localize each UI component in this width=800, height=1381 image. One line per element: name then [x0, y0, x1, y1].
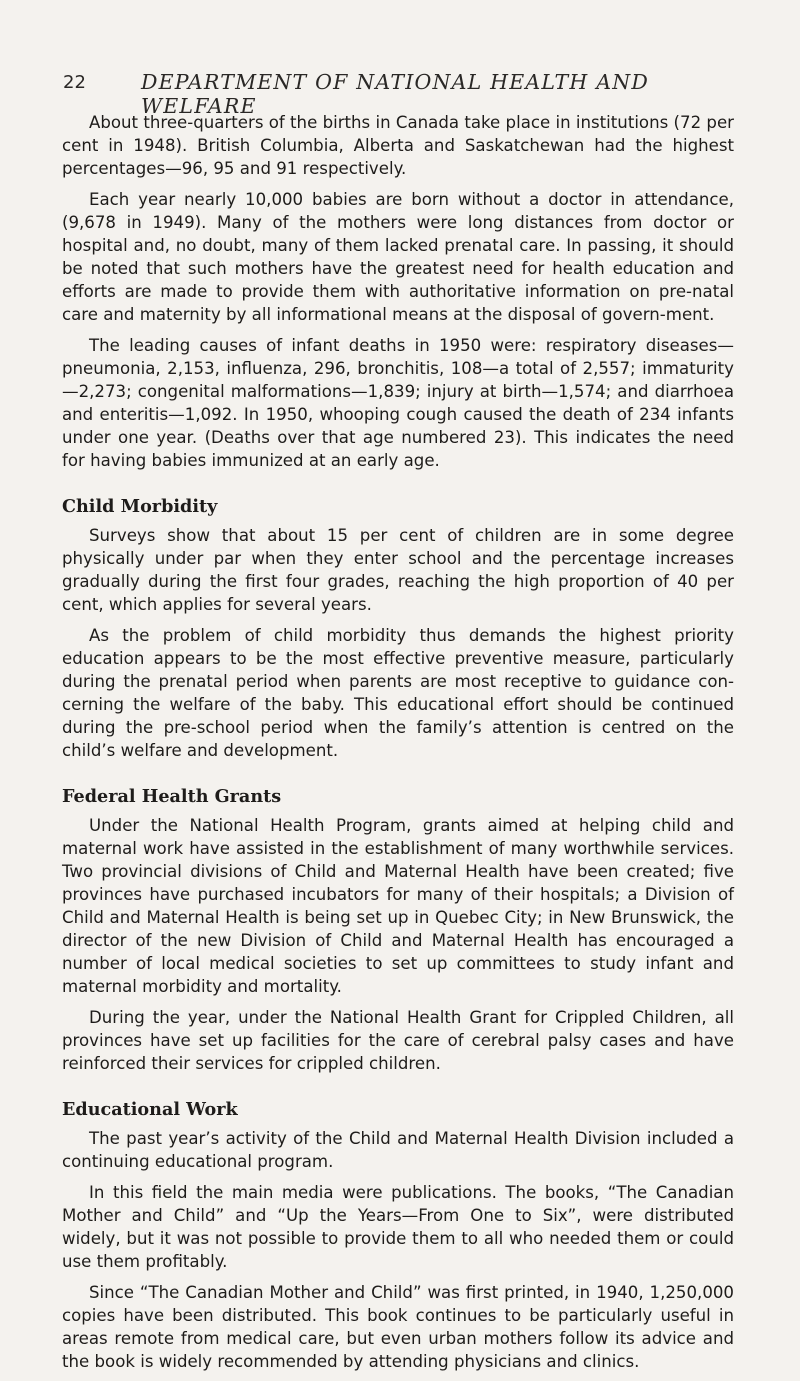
body-paragraph: Since “The Canadian Mother and Child” was first printed, in 1940, 1,250,000 copies have been distributed. This book continues to be particularly useful in areas remote from medical care, but even urban mothers follow its advice and the book is widely recommended by attending physicians and clinics.: [62, 1283, 734, 1371]
running-header: [63, 66, 740, 118]
child-morbidity-section: [62, 494, 734, 762]
federal-health-grants-section: [62, 784, 734, 1075]
body-paragraph: The leading causes of infant deaths in 1950 were: respiratory diseases—pneumonia, 2,153, influenza, 296, bronchitis, 108—a total of 2,557; immaturity—2,273; congenital malformations—1,839; injury at birth—1,574; and diarrhoea and enteritis—1,092. In 1950, whooping cough caused the death of 234 infants under one year. (Deaths over that age numbered 23). This indicates the need for having babies immunized at an early age.: [62, 336, 734, 470]
educational-work-section: [62, 1097, 734, 1373]
body-paragraph: About three-quarters of the births in Canada take place in institutions (72 per cent in 1948). British Columbia, Alberta and Saskatchewan had the highest percentages—96, 95 and 91 respectively.: [62, 113, 734, 178]
body-paragraph: As the problem of child morbidity thus demands the highest priority education appears to be the most effective preventive measure, particularly during the prenatal period when parents are most receptive to guidance con-cerning the welfare of the baby. This educational effort should be continued during the pre-school period when the family’s attention is centred on the child’s welfare and development.: [62, 626, 734, 760]
section-heading: Child Morbidity: [62, 496, 218, 517]
page-number: 22: [63, 72, 86, 93]
body-paragraph: The past year’s activity of the Child and Maternal Health Division included a continuing educational program.: [62, 1129, 734, 1171]
body-paragraph: During the year, under the National Health Grant for Crippled Children, all provinces have set up facilities for the care of cerebral palsy cases and have reinforced their services for crippled children.: [62, 1008, 734, 1073]
header-title: DEPARTMENT OF NATIONAL HEALTH AND WELFARE: [141, 70, 649, 118]
intro-section: [62, 111, 734, 472]
body-paragraph: In this field the main media were publications. The books, “The Canadian Mother and Child” and “Up the Years—From One to Six”, were distributed widely, but it was not possible to provide them to all who needed them or could use them profitably.: [62, 1183, 734, 1271]
page-body: [62, 111, 734, 1381]
body-paragraph: Each year nearly 10,000 babies are born without a doctor in attendance, (9,678 in 1949). Many of the mothers were long distances from doctor or hospital and, no doubt, many of them lacked prenatal care. In passing, it should be noted that such mothers have the greatest need for health education and efforts are made to provide them with authoritative information on pre-natal care and maternity by all informational means at the disposal of govern-ment.: [62, 190, 734, 324]
section-heading: Educational Work: [62, 1099, 238, 1120]
body-paragraph: Under the National Health Program, grants aimed at helping child and maternal work have assisted in the establishment of many worthwhile services. Two provincial divisions of Child and Maternal Health have been created; five provinces have purchased incubators for many of their hospitals; a Division of Child and Maternal Health is being set up in Quebec City; in New Brunswick, the director of the new Division of Child and Maternal Health has encouraged a number of local medical societies to set up committees to study infant and maternal morbidity and mortality.: [62, 816, 734, 996]
section-heading: Federal Health Grants: [62, 786, 282, 807]
body-paragraph: Surveys show that about 15 per cent of children are in some degree physically under par when they enter school and the percentage increases gradually during the first four grades, reaching the high proportion of 40 per cent, which applies for several years.: [62, 526, 734, 614]
